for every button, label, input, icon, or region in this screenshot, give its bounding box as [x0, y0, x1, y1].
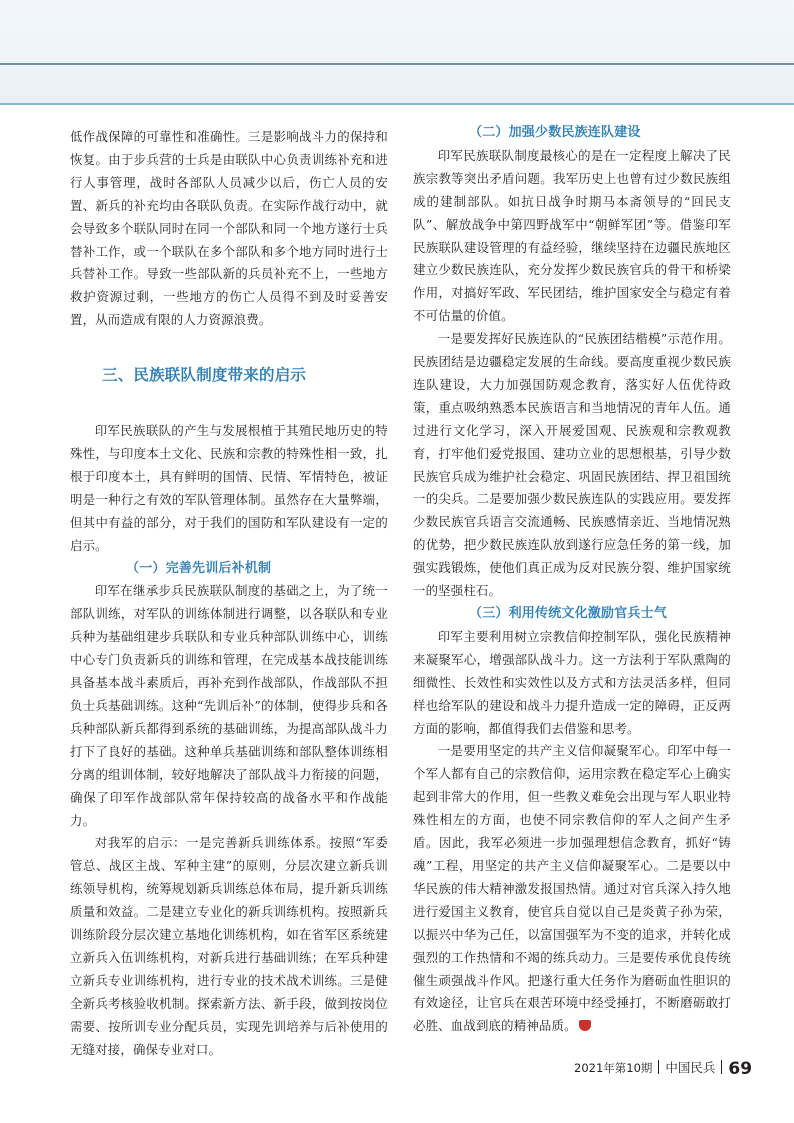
- subsection-3-paragraph-2: [413, 740, 731, 1038]
- right-column: [413, 126, 731, 1038]
- subsection-heading-2: （二）加强少数民族连队建设: [469, 125, 641, 140]
- left-column: [70, 126, 388, 1062]
- header-band: [0, 0, 794, 105]
- subsection-3-paragraph-2-text: 一是要用坚定的共产主义信仰凝聚军心。印军中每一个军人都有自己的宗教信仰，运用宗教在稳定军心上确实起到非常大的作用，但一些教义难免会出现与军人职业特殊性相左的方面，也使不同宗教信仰的军人之间产生矛盾。因此，我军必须进一步加强理想信念教育，抓好“铸魂”工程，用坚定的共产主义信仰凝聚军心。二是要以中华民族的伟大精神激发报国热情。通过对官兵深入持久地进行爱国主义教育，使官兵自觉以自己是炎黄子孙为荣，以振兴中华为己任，以富国强军为不变的追求，并转化成强烈的工作热情和不竭的练兵动力。三是要传承优良传统催生顽强战斗作风。把遂行重大任务作为磨砺血性胆识的有效途径，让官兵在艰苦环境中经受捶打，不断磨砺敢打必胜、血战到底的精神品质。: [413, 743, 731, 1034]
- header-rule: [0, 63, 794, 65]
- page-footer: [574, 1058, 753, 1079]
- subsection-3-paragraph-1: 印军主要利用树立宗教信仰控制军队，强化民族精神来凝聚军心，增强部队战斗力。这一方法利于军队熏陶的细微性、长效性和实效性以及方式和方法灵活多样，但同样也给军队的建设和战斗力提升造成一定的障碍，正反两方面的影响，都值得我们去借鉴和思考。: [413, 628, 731, 736]
- issue-label: 2021年第10期: [574, 1061, 653, 1075]
- subsection-1-paragraph-2: 对我军的启示：一是完善新兵训练体系。按照“军委管总、战区主战、军种主建”的原则，分层次建立新兵训练领导机构，统筹规划新兵训练总体布局，提升新兵训练质量和效益。二是建立专业化的新兵训练机构。按照新兵训练阶段分层次建立基地化训练机构，如在省军区系统建立新兵入伍训练机构，对新兵进行基础训练；在军兵种建立新兵专业训练机构，进行专业的技术战术训练。三是健全新兵考核验收机制。探索新方法、新手段，做到按岗位需要、按所训专业分配兵员，实现先训培养与后补使用的无缝对接，确保专业对口。: [70, 835, 388, 1057]
- footer-divider: [721, 1060, 722, 1074]
- footer-divider: [658, 1060, 659, 1074]
- subsection-2-paragraph-2: 一是要发挥好民族连队的“民族团结楷模”示范作用。民族团结是边疆稳定发展的生命线。要高度重视少数民族连队建设，大力加强国防观念教育，落实好人伍优待政策，重点吸纳熟悉本民族语言和当地情况的青年人伍。通过进行文化学习，深入开展爱国观、民族观和宗教观教育，打牢他们爱党报国、建功立业的思想根基，引导少数民族官兵成为维护社会稳定、巩固民族团结、捍卫祖国统一的尖兵。二是要加强少数民族连队的实践应用。要发挥少数民族官兵语言交流通畅、民族感情亲近、当地情况熟的优势，把少数民族连队放到遂行应急任务的第一线，加强实践锻炼，使他们真正成为反对民族分裂、维护国家统一的坚强柱石。: [413, 331, 731, 599]
- section-heading: 三、民族联队制度带来的启示: [102, 366, 307, 385]
- continued-paragraph: 低作战保障的可靠性和准确性。三是影响战斗力的保持和恢复。由于步兵营的士兵是由联队中心负责训练补充和进行人事管理，战时各部队人员减少以后，伤亡人员的安置、新兵的补充均由各联队负责。在实际作战行动中，就会导致多个联队同时在同一个部队和同一个地方遂行士兵替补工作，或一个联队在多个部队和多个地方同时进行士兵替补工作。导致一些部队新的兵员补充不上，一些地方救护资源过剩，一些地方的伤亡人员得不到及时妥善安置，从而造成有限的人力资源浪费。: [70, 129, 388, 328]
- subsection-1-paragraph-1: 印军在继承步兵民族联队制度的基础之上，为了统一部队训练，对军队的训练体制进行调整，以各联队和专业兵种为基础组建步兵联队和专业兵种部队训练中心，训练中心专门负责新兵的训练和管理，在完成基本战技能训练具备基本战斗素质后，再补充到作战部队，作战部队不担负士兵基础训练。这种“先训后补”的体制，使得步兵和各兵种部队新兵都得到系统的基础训练，为提高部队战斗力打下了良好的基础。这种单兵基础训练和部队整体训练相分离的组训体制，较好地解决了部队战斗力衔接的问题，确保了印军作战部队常年保持较高的战备水平和作战能力。: [70, 583, 388, 828]
- subsection-heading-3: （三）利用传统文化激励官兵士气: [469, 606, 668, 622]
- magazine-name: 中国民兵: [665, 1060, 716, 1075]
- subsection-heading-1: （一）完善先训后补机制: [126, 560, 272, 576]
- section-intro-paragraph: 印军民族联队的产生与发展根植于其殖民地历史的特殊性，与印度本土文化、民族和宗教的特殊性相一致，扎根于印度本土，具有鲜明的国情、民情、军情特色，被证明是一种行之有效的军队管理体制。虽然存在大量弊端，但其中有益的部分，对于我们的国防和军队建设有一定的启示。: [70, 423, 388, 553]
- article-end-icon: [579, 1020, 591, 1031]
- subsection-2-paragraph-1: 印军民族联队制度最核心的是在一定程度上解决了民族宗教等突出矛盾问题。我军历史上也曾有过少数民族组成的建制部队。如抗日战争时期马本斋领导的“回民支队”、解放战争中第四野战军中“朝鲜军团”等。借鉴印军民族联队建设管理的有益经验，继续坚持在边疆民族地区建立少数民族连队，充分发挥少数民族官兵的骨干和桥梁作用，对搞好军政、军民团结，维护国家安全与稳定有着不可估量的价值。: [413, 147, 731, 324]
- page-number: 69: [728, 1059, 753, 1079]
